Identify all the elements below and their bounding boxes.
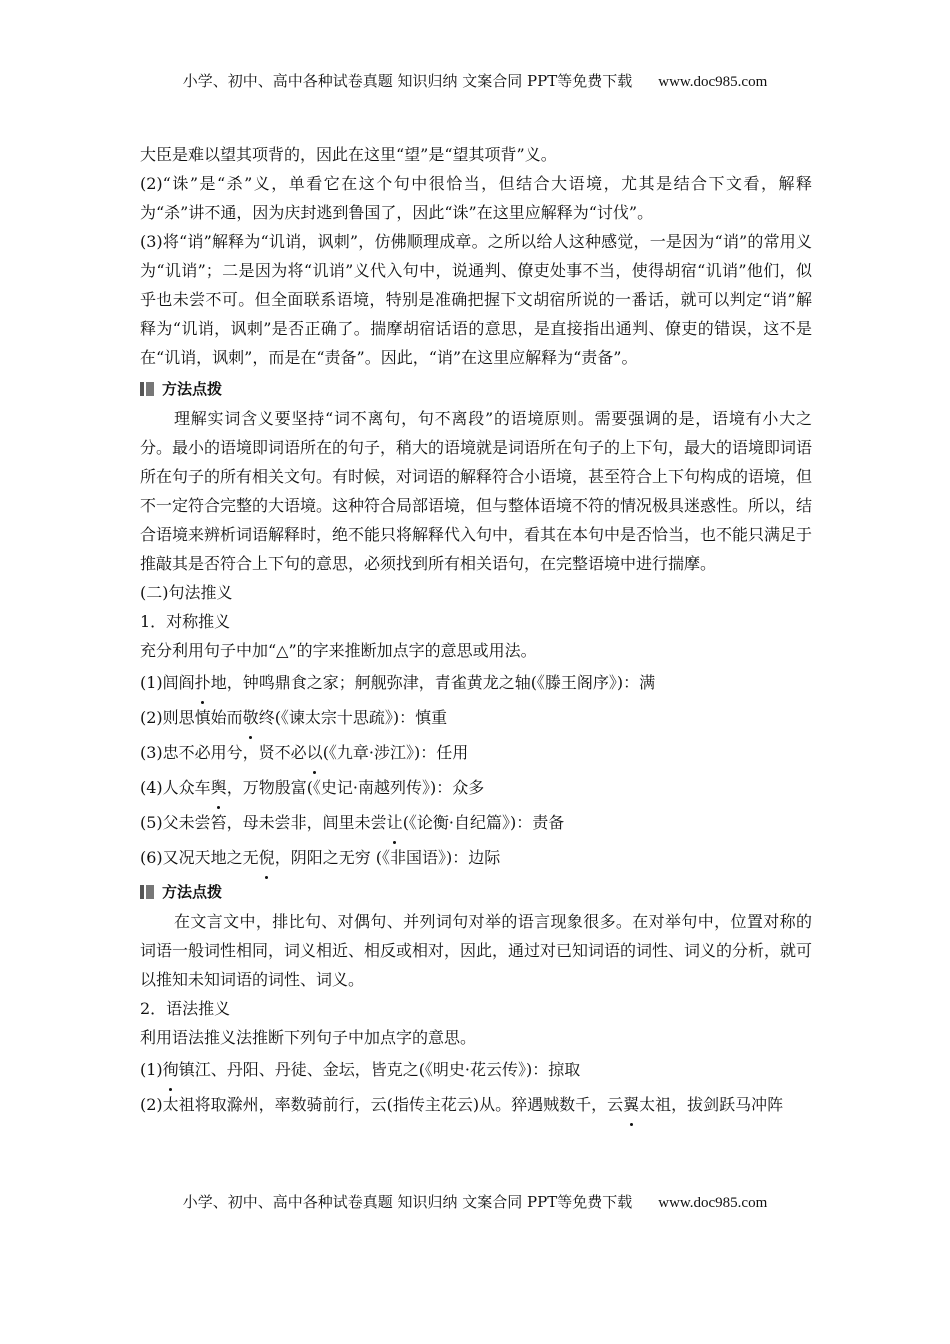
example-list-1 [140,665,812,875]
example-text: (1)闾阎 [140,673,195,692]
section-marker-icon [140,885,144,899]
method-paragraph-1: 理解实词含义要坚持“词不离句，句不离段”的语境原则。需要强调的是，语境有小大之分。最小的语境即词语所在的句子，稍大的语境就是词语所在句子的上下句，最大的语境即词语所在句子的所有相关文句。有时候，对词语的解释符合小语境，甚至符合上下句构成的语境，但不一定符合完整的大语境。这种符合局部语境，但与整体语境不符的情况极具迷惑性。所以，结合语境来辨析词语解释时，绝不能只将解释代入句中，看其在本句中是否恰当，也不能只满足于推敲其是否符合上下句的意思，必须找到所有相关语句，在完整语境中进行揣摩。 [140,409,813,573]
paragraph-1: 大臣是难以望其项背的，因此在这里“望”是“望其项背”义。 [140,145,557,164]
section-marker-icon [140,382,144,396]
example-text: (6)又况天地之无 [140,848,259,867]
header-text: 小学、初中、高中各种试卷真题 知识归纳 文案合同 PPT等免费下载 [182,72,633,90]
example-item [140,735,812,770]
method-heading-1-label: 方法点拨 [162,380,223,398]
section-heading-syntax: (二)句法推义 [140,583,233,602]
footer-site[interactable]: www.doc985.com [658,1195,768,1211]
dotted-char: 倪 [259,840,275,875]
footer-text: 小学、初中、高中各种试卷真题 知识归纳 文案合同 PPT等免费下载 [182,1193,633,1211]
page-header [0,70,950,91]
section-marker-icon [146,382,154,396]
example-text: 太祖，拔剑跃马冲阵 [639,1095,784,1114]
document-body [140,140,812,1122]
example-item [140,770,812,805]
dotted-char: 舆 [211,770,227,805]
example-text: (2)则思慎始而 [140,708,243,727]
paragraph-2: (2)“诛”是“杀”义，单看它在这个句中很恰当，但结合大语境，尤其是结合下文看，解释为“杀”讲不通，因为庆封逃到鲁国了，因此“诛”在这里应解释为“讨伐”。 [140,174,812,222]
example-text: (《论衡·自纪篇》)：责备 [402,813,565,832]
section-marker-icon [146,885,154,899]
page-footer [0,1191,950,1212]
dotted-char: 徇 [163,1052,179,1087]
method-heading-1 [140,374,812,404]
subheading-grammar: 2．语法推义 [140,999,231,1018]
example-text: 终(《谏太宗十思疏》)：慎重 [258,708,448,727]
method-paragraph-2: 在文言文中，排比句、对偶句、并列词句对举的语言现象很多。在对举句中，位置对称的词语一般词性相同，词义相近、相反或相对，因此，通过对已知词语的词性、词义的分析，就可以推知未知词语的词性、词义。 [140,912,813,989]
example-item [140,805,812,840]
dotted-char: 让 [387,805,403,840]
example-text: (5)父未尝笞，母未尝非，闾里未尝 [140,813,387,832]
example-text: ，阴阳之无穷 (《非国语》)：边际 [274,848,501,867]
example-item [140,1087,812,1122]
paragraph-3: (3)将“诮”解释为“讥诮，讽刺”，仿佛顺理成章。之所以给人这种感觉，一是因为“诮”的常用义为“讥诮”；二是因为将“讥诮”义代入句中，说通判、僚吏处事不当，使得胡宿“讥诮”他们，似乎也未尝不可。但全面联系语境，特别是准确把握下文胡宿所说的一番话，就可以判定“诮”解释为“讥诮，讽刺”是否正确了。揣摩胡宿话语的意思，是直接指出通判、僚吏的错误，这不是在“讥诮，讽刺”，而是在“责备”。因此，“诮”在这里应解释为“责备”。 [140,232,812,367]
subheading-symmetry-desc: 充分利用句子中加“△”的字来推断加点字的意思或用法。 [140,641,537,660]
example-text: (4)人众车 [140,778,211,797]
example-text: ，万物殷富(《史记·南越列传》)：众多 [226,778,485,797]
dotted-char: 敬 [243,700,259,735]
header-site[interactable]: www.doc985.com [658,74,768,90]
dotted-char: 扑 [195,665,211,700]
example-item [140,1052,812,1087]
example-text: 镇江、丹阳、丹徒、金坛，皆克之(《明史·花云传》)：掠取 [178,1060,581,1079]
method-heading-2 [140,877,812,907]
example-text: (3)忠不必用兮，贤不必 [140,743,307,762]
example-list-2 [140,1052,812,1122]
example-item [140,665,812,700]
example-text: 地，钟鸣鼎食之家；舸舰弥津，青雀黄龙之轴(《滕王阁序》)：满 [210,673,656,692]
example-text: (《九章·涉江》)：任用 [322,743,469,762]
example-item [140,840,812,875]
example-item [140,700,812,735]
dotted-char: 翼 [623,1087,639,1122]
example-text: (2)太祖将取滁州，率数骑前行，云(指传主花云)从。猝遇贼数千，云 [140,1095,624,1114]
subheading-symmetry: 1．对称推义 [140,612,231,631]
example-text: (1) [140,1060,163,1079]
method-heading-2-label: 方法点拨 [162,883,223,901]
dotted-char: 以 [307,735,323,770]
subheading-grammar-desc: 利用语法推义法推断下列句子中加点字的意思。 [140,1028,477,1047]
